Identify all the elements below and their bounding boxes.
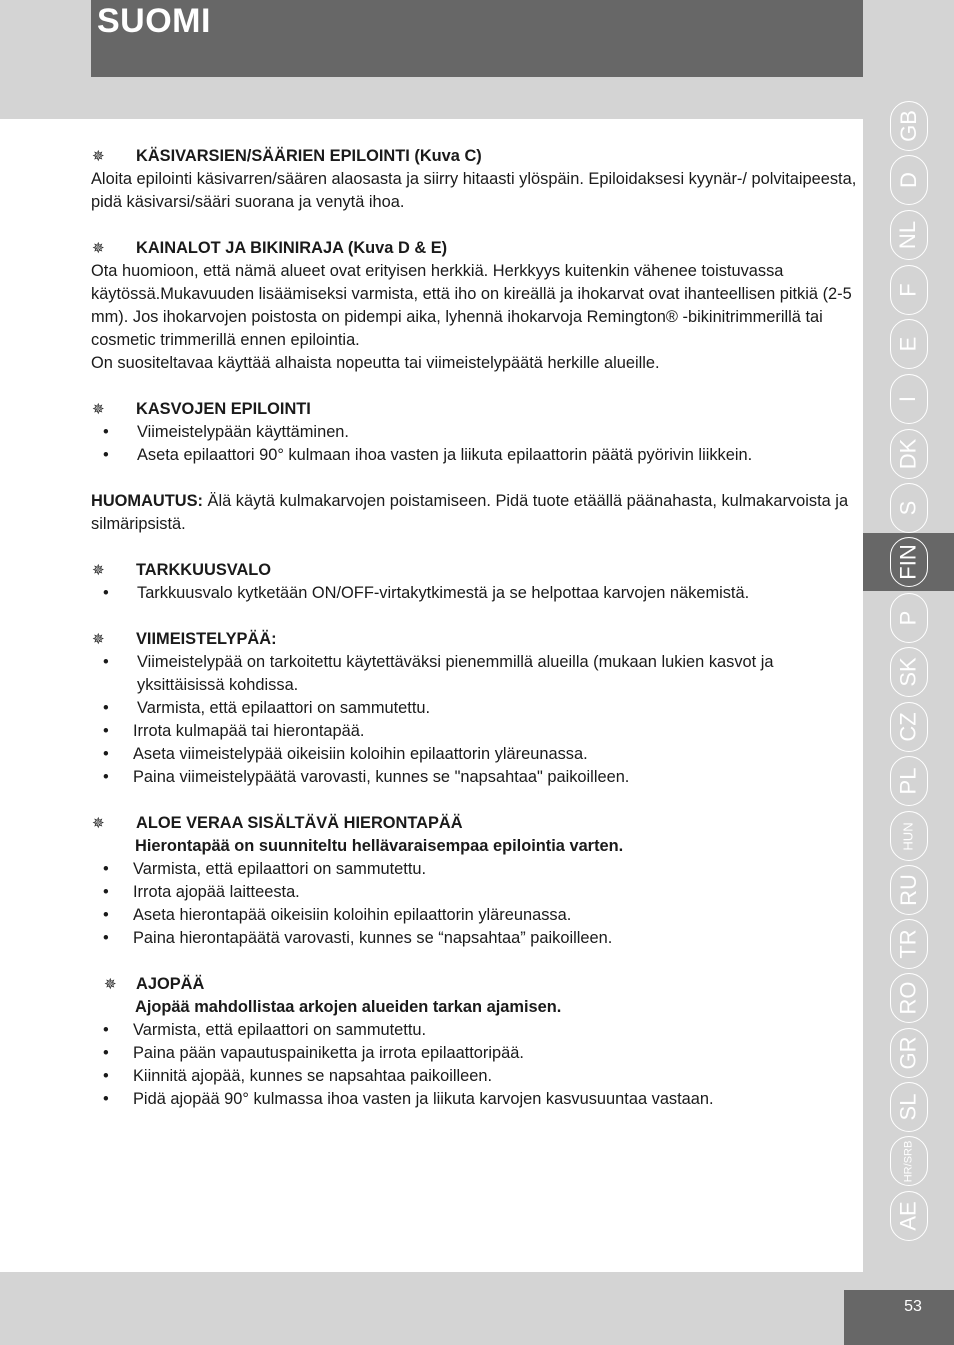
page-title: SUOMI: [97, 2, 211, 40]
section-heading: [91, 973, 863, 996]
section-subheading: Ajopää mahdollistaa arkojen alueiden tarkan ajamisen.: [135, 998, 562, 1016]
lang-label: SL: [895, 1093, 921, 1121]
lang-badge: [890, 593, 928, 643]
lang-label: SK: [895, 657, 921, 687]
section-note: [91, 490, 863, 536]
heading-text: KÄSIVARSIEN/SÄÄRIEN EPILOINTI (Kuva C): [136, 147, 482, 165]
lang-tab-d[interactable]: [863, 151, 954, 209]
lang-tab-gb[interactable]: [863, 97, 954, 155]
section-heading: [91, 145, 863, 168]
lang-badge: [890, 865, 928, 915]
lang-tab-s[interactable]: [863, 479, 954, 537]
section-shaver-head: [91, 973, 863, 1111]
section-heading: [91, 398, 863, 421]
section-heading: [91, 628, 863, 651]
lang-badge: [890, 374, 928, 424]
section-subheading: Hierontapää on suunniteltu hellävaraisempaa epilointia varten.: [135, 837, 624, 855]
lang-tab-hr-srb[interactable]: [863, 1132, 954, 1190]
lang-label: E: [895, 336, 921, 352]
lang-badge: [890, 702, 928, 752]
section-heading: [91, 237, 863, 260]
section-underarm-bikini: [91, 237, 863, 375]
section-arm-leg: [91, 145, 863, 214]
star-bullet-icon: ✵: [104, 976, 117, 993]
lang-tab-gr[interactable]: [863, 1024, 954, 1082]
note-text: Älä käytä kulmakarvojen poistamiseen. Pidä tuote etäällä päänahasta, kulmakarvoista ja silmäripsistä.: [91, 492, 849, 533]
heading-text: KASVOJEN EPILOINTI: [136, 400, 311, 418]
lang-tab-p[interactable]: [863, 589, 954, 647]
list-item: • Varmista, että epilaattori on sammutettu.: [91, 858, 863, 881]
bullet-list: [91, 1019, 863, 1111]
lang-badge: [890, 210, 928, 260]
lang-tab-ae[interactable]: [863, 1187, 954, 1245]
lang-badge: [890, 483, 928, 533]
page-number-box: [844, 1290, 954, 1345]
heading-text: AJOPÄÄ: [136, 975, 205, 993]
lang-label: RU: [895, 874, 921, 906]
lang-tab-fin[interactable]: [863, 533, 954, 591]
list-item: • Tarkkuusvalo kytketään ON/OFF-virtakytkimestä ja se helpottaa karvojen näkemistä.: [91, 582, 863, 605]
star-bullet-icon: ✵: [92, 815, 105, 832]
heading-text: KAINALOT JA BIKINIRAJA (Kuva D & E): [136, 239, 448, 257]
lang-label: AE: [895, 1201, 921, 1231]
bullet-list: [91, 651, 863, 789]
list-item: • Pidä ajopää 90° kulmassa ihoa vasten ja liikuta karvojen kasvusuuntaa vastaan.: [91, 1088, 863, 1111]
lang-badge: [890, 265, 928, 315]
list-item: • Kiinnitä ajopää, kunnes se napsahtaa paikoilleen.: [91, 1065, 863, 1088]
lang-badge: [890, 537, 928, 587]
list-item: • Aseta hierontapää oikeisiin koloihin epilaattorin yläreunassa.: [91, 904, 863, 927]
lang-tab-hun[interactable]: [863, 807, 954, 865]
lang-tab-nl[interactable]: [863, 206, 954, 264]
lang-tab-dk[interactable]: [863, 425, 954, 483]
bullet-list: [91, 858, 863, 950]
lang-label: CZ: [895, 712, 921, 742]
bullet-list: [91, 421, 863, 467]
paragraph: Ota huomioon, että nämä alueet ovat erityisen herkkiä. Herkkyys kuitenkin vähenee toistuvassa käytössä.Mukavuuden lisäämiseksi varmista, että iho on kireällä ja ihokarvat ovat ihanteellisen pitkiä (2-5 mm). Jos ihokarvojen poistosta on pidempi aika, lyhennä ihokarvoja Remington® -bikinitrimmerillä tai cosmetic trimmerillä ennen epilointia.: [91, 262, 852, 349]
lang-label: F: [895, 283, 921, 297]
lang-badge: [890, 919, 928, 969]
list-item: • Paina pään vapautuspainiketta ja irrota epilaattoripää.: [91, 1042, 863, 1065]
lang-label: NL: [895, 220, 921, 250]
lang-badge: [890, 101, 928, 151]
lang-tab-i[interactable]: [863, 370, 954, 428]
list-item: • Viimeistelypään käyttäminen.: [91, 421, 863, 444]
lang-badge: [890, 429, 928, 479]
lang-badge: [890, 1191, 928, 1241]
lang-label: PL: [895, 767, 921, 795]
note: [91, 490, 863, 536]
heading-text: TARKKUUSVALO: [136, 561, 272, 579]
section-finishing-head: [91, 628, 863, 789]
lang-tab-e[interactable]: [863, 315, 954, 373]
lang-tab-ru[interactable]: [863, 861, 954, 919]
section-precision-light: [91, 559, 863, 605]
section-face: [91, 398, 863, 467]
lang-badge: [890, 155, 928, 205]
lang-label: FIN: [895, 544, 921, 580]
lang-badge: [890, 1082, 928, 1132]
text-area: [91, 145, 863, 1134]
heading-text: ALOE VERAA SISÄLTÄVÄ HIERONTAPÄÄ: [136, 814, 463, 832]
section-heading: [91, 812, 863, 835]
lang-label: TR: [895, 929, 921, 959]
lang-tab-f[interactable]: [863, 261, 954, 319]
lang-badge: [890, 1136, 928, 1186]
lang-badge: [890, 756, 928, 806]
lang-label: DK: [895, 438, 921, 470]
paragraph: Aloita epilointi käsivarren/säären alaosasta ja siirry hitaasti ylöspäin. Epiloidaksesi kyynär-/ polvitaipeesta, pidä käsivarsi/sääri suorana ja venytä ihoa.: [91, 170, 857, 211]
star-bullet-icon: ✵: [92, 148, 105, 165]
section-heading: [91, 559, 863, 582]
list-item: • Aseta viimeistelypää oikeisiin koloihin epilaattorin yläreunassa.: [91, 743, 863, 766]
lang-badge: [890, 811, 928, 861]
list-item: • Irrota kulmapää tai hierontapää.: [91, 720, 863, 743]
list-item: • Paina hierontapäätä varovasti, kunnes se “napsahtaa” paikoilleen.: [91, 927, 863, 950]
lang-tab-sl[interactable]: [863, 1078, 954, 1136]
lang-label: HUN: [900, 821, 916, 851]
note-label: HUOMAUTUS:: [91, 492, 203, 510]
heading-text: VIIMEISTELYPÄÄ:: [136, 630, 277, 648]
lang-badge: [890, 973, 928, 1023]
list-item: • Varmista, että epilaattori on sammutettu.: [91, 1019, 863, 1042]
lang-tab-sk[interactable]: [863, 643, 954, 701]
list-item: • Varmista, että epilaattori on sammutettu.: [91, 697, 863, 720]
lang-label: I: [895, 395, 921, 403]
page-number: 53: [904, 1298, 922, 1315]
lang-label: D: [895, 172, 921, 188]
lang-label: P: [895, 610, 921, 626]
lang-badge: [890, 1028, 928, 1078]
section-massage-head: [91, 812, 863, 950]
lang-tab-tr[interactable]: [863, 915, 954, 973]
list-item: • Aseta epilaattori 90° kulmaan ihoa vasten ja liikuta epilaattorin päätä pyörivin liikkein.: [91, 444, 863, 467]
star-bullet-icon: ✵: [92, 240, 105, 257]
lang-label: S: [895, 500, 921, 516]
star-bullet-icon: ✵: [92, 631, 105, 648]
list-item: • Viimeistelypää on tarkoitettu käytettäväksi pienemmillä alueilla (mukaan lukien kasvot ja yksittäisissä kohdissa.: [91, 651, 863, 697]
lang-badge: [890, 647, 928, 697]
list-item: • Paina viimeistelypäätä varovasti, kunnes se "napsahtaa" paikoilleen.: [91, 766, 863, 789]
star-bullet-icon: ✵: [92, 562, 105, 579]
lang-label: GR: [895, 1036, 921, 1070]
lang-badge: [890, 319, 928, 369]
lang-tab-ro[interactable]: [863, 969, 954, 1027]
lang-tab-cz[interactable]: [863, 698, 954, 756]
language-tabs: [863, 97, 954, 1247]
list-item: • Irrota ajopää laitteesta.: [91, 881, 863, 904]
lang-label: RO: [895, 981, 921, 1015]
bullet-list: [91, 582, 863, 605]
lang-tab-pl[interactable]: [863, 752, 954, 810]
star-bullet-icon: ✵: [92, 401, 105, 418]
paragraph: On suositeltavaa käyttää alhaista nopeutta tai viimeistelypäätä herkille alueille.: [91, 354, 660, 372]
lang-label: GB: [895, 110, 921, 142]
header-bar: [91, 0, 863, 77]
lang-label: HR/SRB: [902, 1140, 914, 1182]
